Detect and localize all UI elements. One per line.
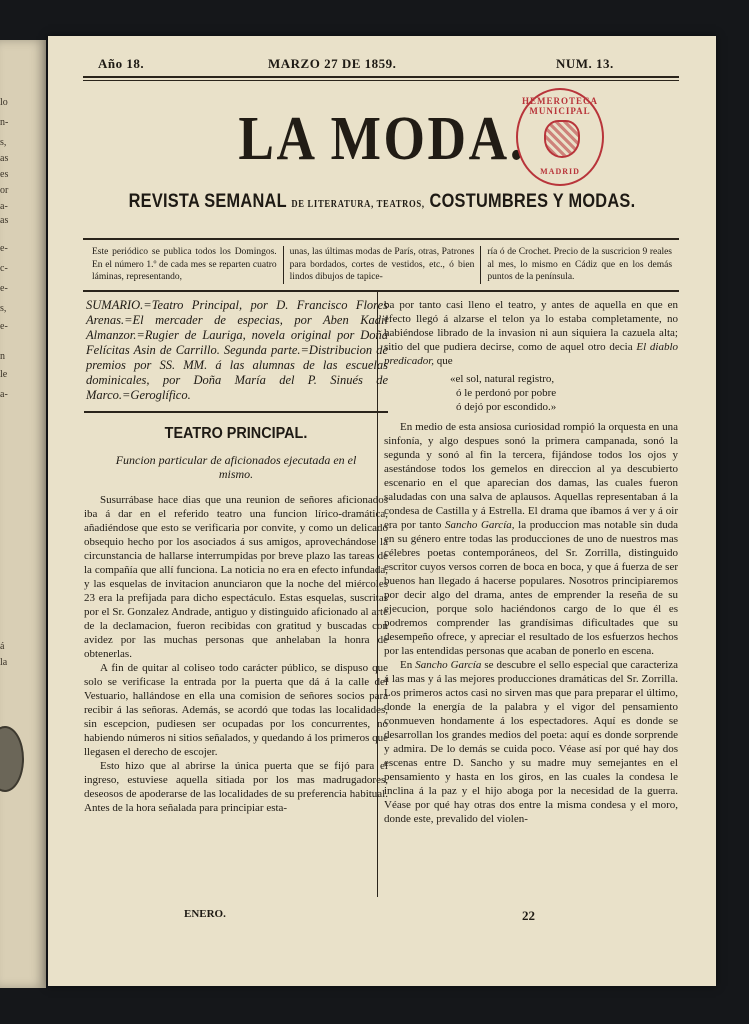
quoted-title: Sancho García	[415, 659, 482, 671]
sumario: SUMARIO.=Teatro Principal, por D. Francisco Flores Arenas.=El mercader de especias, por Aben Kadil Almanzor.=Rugier de Lauriga, novela original por Doña Felícitas Asin de Carrillo. Segunda parte.=Distribucion de premios por SS. MM. á las alumnas de las escuelas dominicales, por Doña María del P. Sinués de Marco.=Geroglífico.	[86, 298, 388, 402]
crest-icon	[544, 120, 580, 158]
article-title: TEATRO PRINCIPAL.	[164, 425, 308, 442]
left-page-fragment: n	[0, 351, 5, 362]
seal-icon	[0, 726, 24, 792]
masthead-title: LA MODA.	[238, 105, 526, 173]
left-page-edge	[0, 40, 46, 988]
masthead-subtitle	[95, 191, 669, 213]
paragraph-text: se descubre el sello especial que caracteriza á las mas y á las mejores producciones dramáticas del Sr. Zorrilla. Los primeros actos casi no sirven mas que para preparar el último, donde la energía de la palabra y el vigor del pensamiento conmueven hondamente á los espectadores. Aquí es donde se desarrollan los grandes medios del poeta: aquí es donde sorprende y admira. De lo demás se cuida poco. Véase así por qué hay dos escenas entre D. Sancho y su madre muy semejantes en el pensamiento y hasta en los giros, en las cuales la condesa le inclina á la paz y el hijo aboga por la necesidad de la guerra. Véase por qué hay otras dos entre la misma condesa y el moro, donde este, prevalido del violen-	[384, 659, 679, 825]
left-page-fragment: a-	[0, 201, 8, 212]
left-page-fragment: e-	[0, 283, 8, 294]
notice-col-1: Este periódico se publica todos los Domingos. En el número 1.º de cada mes se reparten cuatro láminas, representando,	[92, 247, 277, 282]
paragraph: Esto hizo que al abrirse la única puerta que se fijó para el ingreso, estuviese aquella sitiada por los mas madrugadores, deseosos de apoderarse de las localidades de su preferencia habitual. Antes de la hora señalada para principiar esta-	[84, 760, 388, 814]
verse-line: «el sol, natural registro,	[450, 373, 555, 385]
left-page-fragment: la	[0, 657, 8, 668]
footer-month: ENERO.	[184, 908, 226, 920]
notice-col-3: ría ó de Crochet. Precio de la suscricion 9 reales al mes, lo mismo en Cádiz que en los demás puntos de la península.	[480, 246, 678, 284]
left-column	[84, 298, 388, 815]
left-page-fragment: s,	[0, 137, 7, 148]
paragraph-text: que	[436, 355, 453, 367]
left-page-fragment: e-	[0, 243, 8, 254]
quoted-title: Sancho García,	[444, 519, 515, 531]
notice-col-2: unas, las últimas modas de París, otras, Patrones para bordados, cortes de vestidos, etc., ó bien lindos dibujos de tapice-	[283, 246, 481, 284]
paragraph	[384, 298, 678, 368]
left-page-fragment: e-	[0, 321, 8, 332]
paragraph: Susurrábase hace dias que una reunion de señores aficionados iba á dar en el referido teatro una funcion lírico-dramática, añadiéndose que esto se verificaria por convite, y como un delicado obsequio hecho por los asociados á sus amigos, aprovechándose la circunstancia de hallarse interrumpidas por breve plazo las tareas de la compañía que allí funciona. La noticia no era en efecto infundada, y las esquelas de invitacion anunciaron que la noche del miércoles 23 era la prefijada para dicho espectáculo. Estas esquelas, suscritas por el Sr. Gonzalez Andrade, antiguo y distinguido aficionado al arte de la declamacion, fueron recibidas con gratitud y buscadas con avidez por las muchas personas que anhelaban la honra de obtenerlas.	[84, 494, 388, 660]
sumario-rule	[84, 411, 388, 413]
subtitle-part-a: REVISTA SEMANAL	[128, 191, 287, 212]
paragraph	[384, 658, 678, 826]
library-stamp	[516, 88, 604, 186]
left-page-fragment: or	[0, 185, 9, 196]
verse-quote	[384, 372, 678, 414]
left-page-fragment: c-	[0, 263, 8, 274]
quoted-title: El diablo predicador,	[384, 341, 679, 367]
left-page-fragment: a-	[0, 389, 8, 400]
verse-line: ó dejó por escondido.»	[456, 401, 557, 413]
paragraph-text: ba por tanto casi lleno el teatro, y antes de aquella en que en efecto llegó á alzarse el telon ya lo estaba completamente, no habiéndose librado de la invasion ni aun siquiera la cazuela alta; sitio del que pudiera decirse, como de aquel otro decia	[384, 299, 678, 353]
notice-top-rule	[83, 238, 679, 240]
newspaper-page	[48, 36, 716, 986]
subscription-notice	[86, 246, 678, 284]
verse-line: ó le perdonó por pobre	[456, 387, 557, 399]
header-rule-thin	[83, 80, 679, 81]
subtitle-part-b: COSTUMBRES Y MODAS.	[429, 191, 636, 212]
subtitle-small: DE LITERATURA, TEATROS,	[291, 199, 425, 210]
paragraph-text: la produccion mas notable sin duda en su género entre todas las producciones de uno de nuestros mas célebres poetas contemporáneos, del Sr. Zorrilla, distinguido escritor cuyos versos corren de boca en boca, y que á fuerza de ser buenos han llegado á hacerse populares. Nosotros principiaremos por decir algo del drama, antes de emprender la reseña de su ejecucion, porque solo haciéndonos cargo de lo que él es podremos comprender las grandísimas dificultades que su desempeño ofrece, y apreciar el resultado de los esfuerzos hechos por las entendidas personas que acaban de ponerlo en escena.	[384, 519, 679, 657]
paragraph-text: En medio de esta ansiosa curiosidad rompió la orquesta en una sinfonía, y algo despues sonó la primera campanada, sonó la segunda y sonó al fin la tercera, fijándose todos los ojos y asestándose todos los gemelos en direccion al ya descubierto escenario en el que aparecian dos damas, las cuales fueron saludadas con una salva de aplausos. Aquellas representaban á la condesa de Castilla y á Estrella. El drama que íbamos á ver y á oir era por tanto	[384, 421, 678, 531]
paragraph	[384, 420, 678, 658]
page-number: 22	[522, 908, 535, 923]
right-column	[384, 298, 678, 826]
header-rule	[83, 76, 679, 78]
issue-date: MARZO 27 DE 1859.	[268, 56, 397, 71]
left-page-fragment: lo	[0, 97, 8, 108]
stamp-top-text: HEMEROTECA MUNICIPAL	[521, 96, 598, 116]
article-subtitle: Funcion particular de aficionados ejecutada en el mismo.	[115, 453, 357, 481]
left-page-fragment: as	[0, 215, 9, 226]
left-page-fragment: á	[0, 641, 5, 652]
notice-bottom-rule	[83, 290, 679, 292]
issue-year: Año 18.	[98, 56, 145, 71]
issue-number: NUM. 13.	[556, 56, 614, 71]
left-page-fragment: as	[0, 153, 9, 164]
paragraph: A fin de quitar al coliseo todo carácter público, se dispuso que solo se verificase la entrada por la puerta que dá á la calle del Vestuario, hallándose en ella una comision de señores socios para recibir á las señoras. Además, se acordó que todas las localidades, sin escepcion, pudiesen ser ocupadas por los concurrentes, no habiendo números ni sitios señalados, y quedando á los primeros que llegasen el derecho de escojer.	[84, 662, 388, 758]
page-header	[48, 56, 716, 74]
left-page-fragment: es	[0, 169, 9, 180]
paragraph-text: En	[400, 659, 413, 671]
left-page-fragment: n-	[0, 117, 9, 128]
left-page-fragment: le	[0, 369, 8, 380]
left-page-fragment: s,	[0, 303, 7, 314]
stamp-bottom-text: MADRID	[540, 167, 580, 176]
